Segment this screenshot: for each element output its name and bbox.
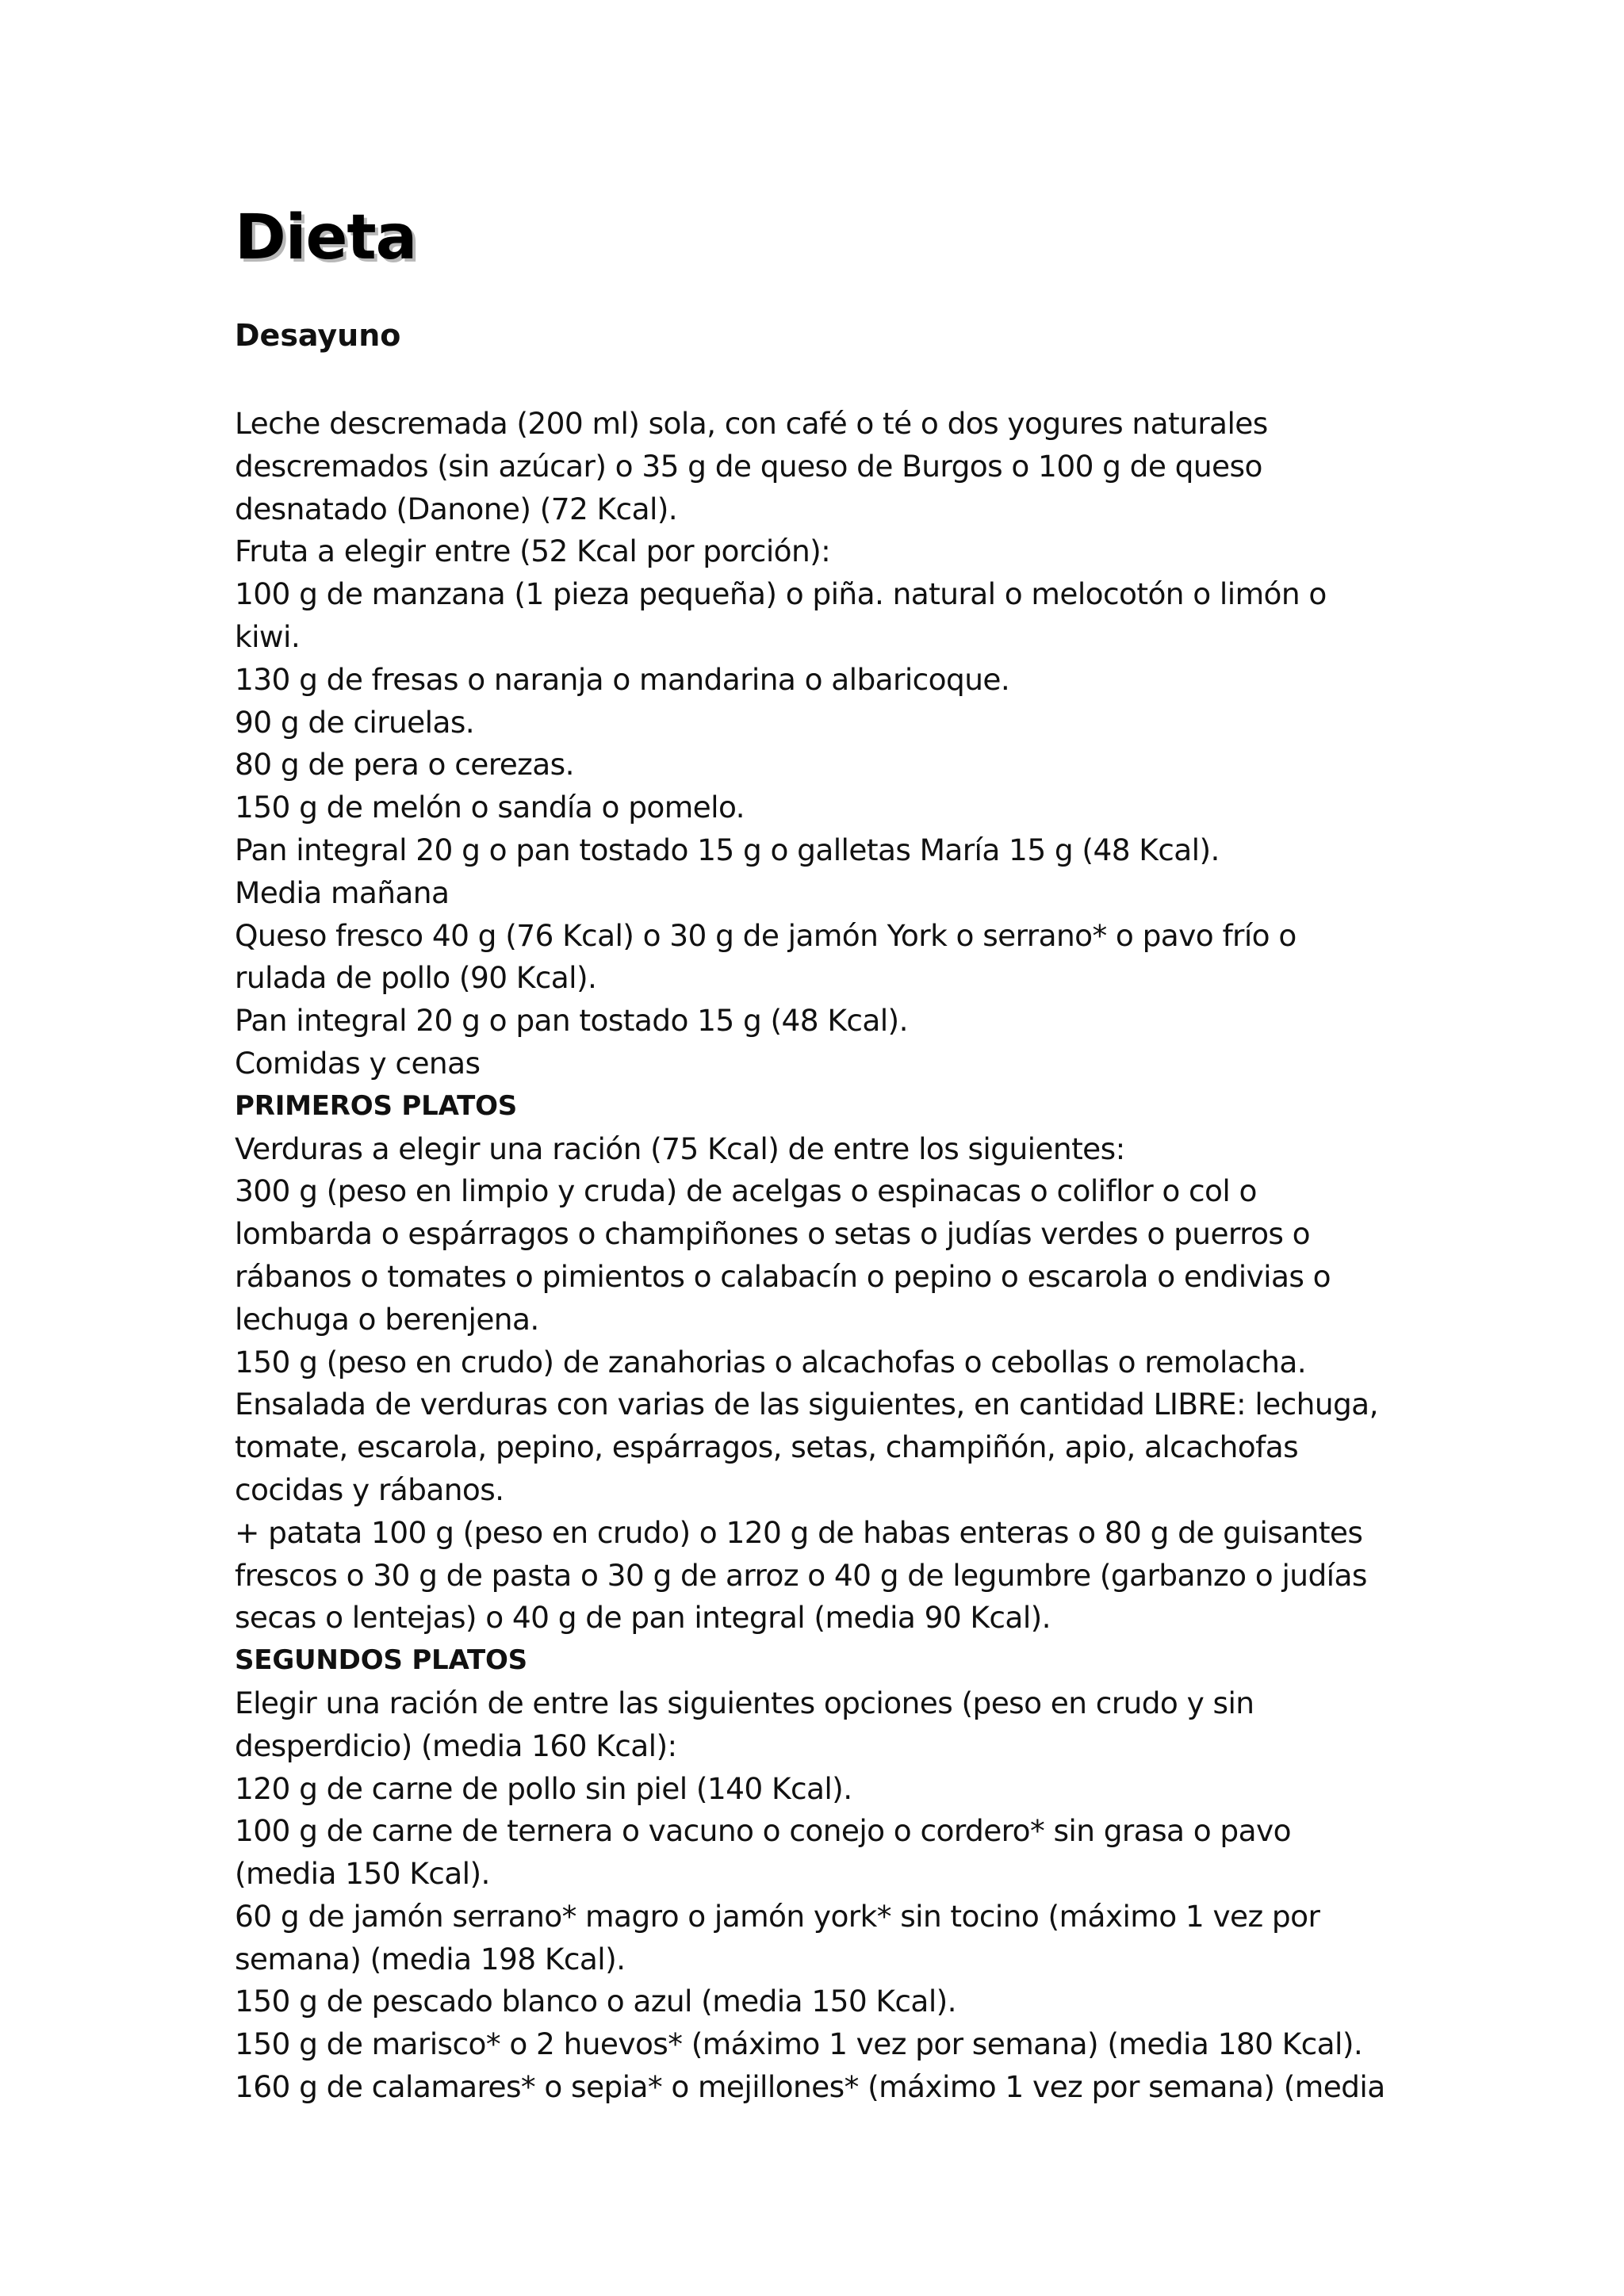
text-line: Comidas y cenas (235, 1045, 481, 1081)
document-title: Dieta (235, 202, 417, 274)
text-line: Queso fresco 40 g (76 Kcal) o 30 g de jamón York o serrano* o pavo frío o (235, 917, 1297, 953)
text-line: Verduras a elegir una ración (75 Kcal) de entre los siguientes: (235, 1131, 1125, 1166)
section-heading: PRIMEROS PLATOS (235, 1089, 518, 1122)
text-line: Elegir una ración de entre las siguientes opciones (peso en crudo y sin (235, 1685, 1254, 1720)
text-line: 150 g (peso en crudo) de zanahorias o alcachofas o cebollas o remolacha. (235, 1344, 1307, 1380)
text-line: Media mañana (235, 874, 450, 910)
text-line: Pan integral 20 g o pan tostado 15 g o galletas María 15 g (48 Kcal). (235, 832, 1220, 867)
text-line: rábanos o tomates o pimientos o calabacín o pepino o escarola o endivias o (235, 1258, 1331, 1294)
section-heading-desayuno: Desayuno (235, 318, 401, 353)
text-line: rulada de pollo (90 Kcal). (235, 960, 597, 996)
text-line: desnatado (Danone) (72 Kcal). (235, 491, 678, 526)
text-line: Ensalada de verduras con varias de las siguientes, en cantidad LIBRE: lechuga, (235, 1387, 1378, 1422)
text-line: desperdicio) (media 160 Kcal): (235, 1728, 677, 1763)
text-line: 100 g de carne de ternera o vacuno o conejo o cordero* sin grasa o pavo (235, 1813, 1291, 1849)
text-line: kiwi. (235, 618, 301, 654)
text-line: 60 g de jamón serrano* magro o jamón york* sin tocino (máximo 1 vez por (235, 1898, 1320, 1934)
text-line: tomate, escarola, pepino, espárragos, setas, champiñón, apio, alcachofas (235, 1429, 1299, 1465)
text-line: semana) (media 198 Kcal). (235, 1941, 626, 1976)
text-line: Fruta a elegir entre (52 Kcal por porción): (235, 534, 831, 569)
text-line: 300 g (peso en limpio y cruda) de acelgas o espinacas o coliflor o col o (235, 1173, 1257, 1209)
text-line: descremados (sin azúcar) o 35 g de queso de Burgos o 100 g de queso (235, 448, 1262, 484)
text-line: 150 g de marisco* o 2 huevos* (máximo 1 vez por semana) (media 180 Kcal). (235, 2026, 1363, 2062)
text-line: (media 150 Kcal). (235, 1856, 490, 1892)
document-page (235, 198, 1408, 2109)
text-line: 150 g de melón o sandía o pomelo. (235, 790, 745, 825)
text-line: 130 g de fresas o naranja o mandarina o albaricoque. (235, 661, 1010, 697)
text-line: 160 g de calamares* o sepia* o mejillones* (máximo 1 vez por semana) (media (235, 2069, 1385, 2105)
text-line: secas o lentejas) o 40 g de pan integral (media 90 Kcal). (235, 1600, 1051, 1636)
text-line: frescos o 30 g de pasta o 30 g de arroz o 40 g de legumbre (garbanzo o judías (235, 1557, 1367, 1593)
text-line: lombarda o espárragos o champiñones o setas o judías verdes o puerros o (235, 1216, 1311, 1252)
text-line: 120 g de carne de pollo sin piel (140 Kcal). (235, 1770, 852, 1806)
text-line: Leche descremada (200 ml) sola, con café o té o dos yogures naturales (235, 406, 1268, 441)
text-line: 150 g de pescado blanco o azul (media 150 Kcal). (235, 1984, 956, 2019)
text-line: 100 g de manzana (1 pieza pequeña) o piña. natural o melocotón o limón o (235, 576, 1327, 612)
text-line: + patata 100 g (peso en crudo) o 120 g de habas enteras o 80 g de guisantes (235, 1514, 1363, 1550)
section-heading: SEGUNDOS PLATOS (235, 1644, 527, 1677)
text-line: lechuga o berenjena. (235, 1301, 539, 1337)
document-body (235, 403, 1408, 2109)
text-line: cocidas y rábanos. (235, 1471, 504, 1507)
text-line: Pan integral 20 g o pan tostado 15 g (48 Kcal). (235, 1003, 908, 1039)
text-line: 90 g de ciruelas. (235, 704, 475, 740)
text-line: 80 g de pera o cerezas. (235, 747, 574, 783)
